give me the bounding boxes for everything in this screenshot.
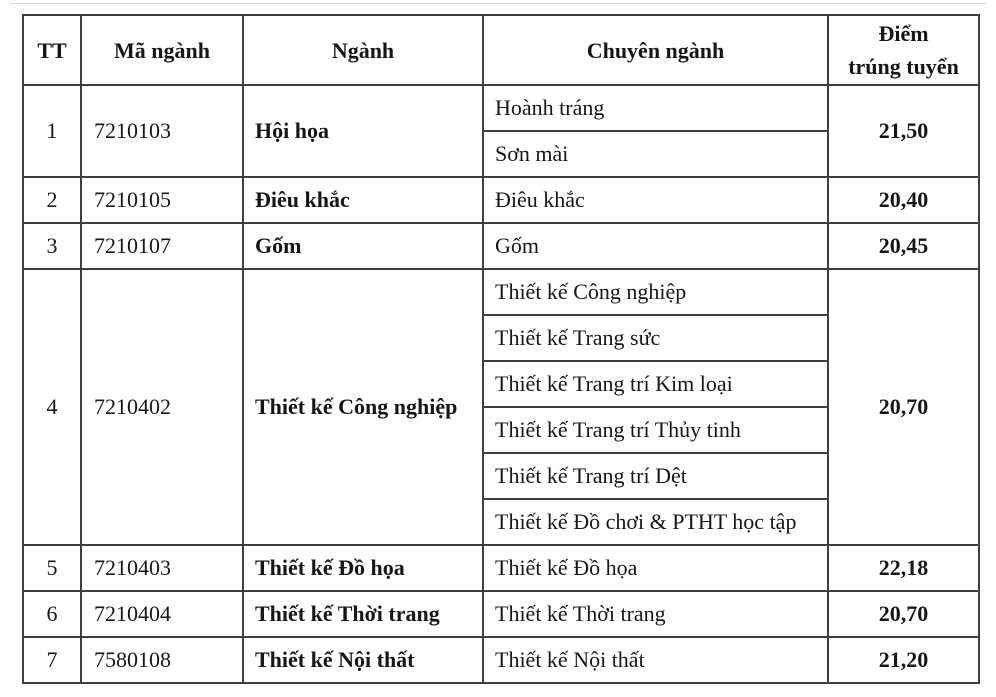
- major-code-cell: 7210404: [81, 591, 243, 637]
- column-header-code: Mã ngành: [81, 15, 243, 85]
- table-row: [23, 177, 979, 223]
- major-name-cell: Thiết kế Công nghiệp: [243, 269, 483, 545]
- table-header: [23, 15, 979, 85]
- major-name-cell: Thiết kế Đồ họa: [243, 545, 483, 591]
- specialization-cell: Thiết kế Trang trí Thủy tinh: [483, 407, 828, 453]
- column-header-score: Điểm trúng tuyển: [828, 15, 979, 85]
- specialization-cell: Thiết kế Công nghiệp: [483, 269, 828, 315]
- specialization-cell: Sơn mài: [483, 131, 828, 177]
- specialization-cell: Gốm: [483, 223, 828, 269]
- table-row: [23, 591, 979, 637]
- major-code-cell: 7210105: [81, 177, 243, 223]
- major-code-cell: 7210107: [81, 223, 243, 269]
- admission-table-body: [23, 85, 979, 683]
- major-code-cell: 7580108: [81, 637, 243, 683]
- table-row: [23, 223, 979, 269]
- table-row: [23, 637, 979, 683]
- major-code-cell: 7210403: [81, 545, 243, 591]
- score-cell: 22,18: [828, 545, 979, 591]
- specialization-cell: Thiết kế Trang trí Dệt: [483, 453, 828, 499]
- row-number-cell: 5: [23, 545, 81, 591]
- table-row: [23, 269, 979, 315]
- major-name-cell: Gốm: [243, 223, 483, 269]
- table-row: [23, 85, 979, 131]
- score-cell: 20,40: [828, 177, 979, 223]
- major-code-cell: 7210103: [81, 85, 243, 177]
- column-header-spec: Chuyên ngành: [483, 15, 828, 85]
- score-cell: 21,50: [828, 85, 979, 177]
- specialization-cell: Thiết kế Thời trang: [483, 591, 828, 637]
- row-number-cell: 6: [23, 591, 81, 637]
- score-cell: 20,70: [828, 591, 979, 637]
- score-cell: 20,70: [828, 269, 979, 545]
- specialization-cell: Điêu khắc: [483, 177, 828, 223]
- column-header-major: Ngành: [243, 15, 483, 85]
- major-name-cell: Điêu khắc: [243, 177, 483, 223]
- score-cell: 20,45: [828, 223, 979, 269]
- major-name-cell: Hội họa: [243, 85, 483, 177]
- specialization-cell: Hoành tráng: [483, 85, 828, 131]
- major-name-cell: Thiết kế Thời trang: [243, 591, 483, 637]
- major-code-cell: 7210402: [81, 269, 243, 545]
- row-number-cell: 4: [23, 269, 81, 545]
- table-header-row: [23, 15, 979, 85]
- major-name-cell: Thiết kế Nội thất: [243, 637, 483, 683]
- specialization-cell: Thiết kế Đồ chơi & PTHT học tập: [483, 499, 828, 545]
- specialization-cell: Thiết kế Đồ họa: [483, 545, 828, 591]
- admission-scores-table: [22, 14, 980, 684]
- row-number-cell: 3: [23, 223, 81, 269]
- specialization-cell: Thiết kế Nội thất: [483, 637, 828, 683]
- row-number-cell: 7: [23, 637, 81, 683]
- specialization-cell: Thiết kế Trang trí Kim loại: [483, 361, 828, 407]
- specialization-cell: Thiết kế Trang sức: [483, 315, 828, 361]
- table-row: [23, 545, 979, 591]
- row-number-cell: 2: [23, 177, 81, 223]
- faint-divider-line: [10, 3, 986, 4]
- score-cell: 21,20: [828, 637, 979, 683]
- column-header-tt: TT: [23, 15, 81, 85]
- row-number-cell: 1: [23, 85, 81, 177]
